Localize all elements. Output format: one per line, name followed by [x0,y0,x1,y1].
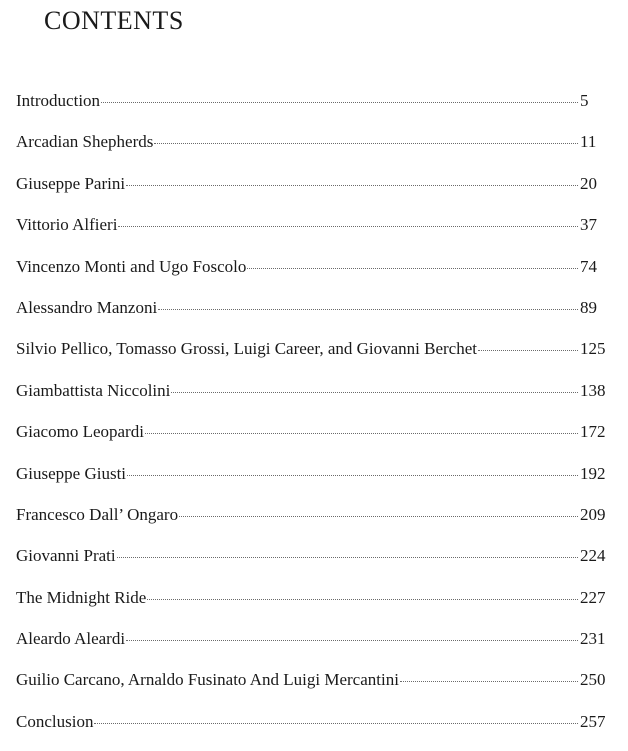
toc-entry-giuseppe-parini[interactable] [16,172,612,213]
toc-entry-conclusion[interactable] [16,710,612,751]
toc-entry-page: 250 [580,670,606,690]
toc-entry-aleardo-aleardi[interactable] [16,627,612,668]
toc-entry-page: 125 [580,339,606,359]
toc-entry-pellico-grossi-career-berchet[interactable] [16,337,612,378]
dot-leader [118,226,578,227]
dot-leader [126,640,578,641]
toc-entry-page: 37 [580,215,597,235]
dot-leader [94,723,578,724]
toc-entry-giovanni-prati[interactable] [16,544,612,585]
toc-entry-page: 89 [580,297,597,317]
toc-entry-the-midnight-ride[interactable] [16,586,612,627]
toc-entry-title: Arcadian Shepherds [16,132,154,152]
dot-leader [154,143,578,144]
toc-entry-arcadian-shepherds[interactable] [16,130,612,171]
dot-leader [147,599,578,600]
toc-entry-title: Vincenzo Monti and Ugo Foscolo [16,256,247,276]
toc-entry-title: Conclusion [16,711,94,731]
dot-leader [145,433,578,434]
toc-entry-page: 209 [580,504,606,524]
dot-leader [158,309,578,310]
dot-leader [101,102,578,103]
toc-entry-page: 20 [580,173,597,193]
dot-leader [247,268,578,269]
toc-entry-giacomo-leopardi[interactable] [16,420,612,461]
toc-entry-page: 138 [580,380,606,400]
toc-entry-title: Silvio Pellico, Tomasso Grossi, Luigi Career, and Giovanni Berchet [16,339,477,359]
toc-entry-monti-foscolo[interactable] [16,255,612,296]
dot-leader [127,475,578,476]
page-title: CONTENTS [44,6,184,35]
toc-entry-page: 11 [580,132,597,152]
toc-entry-title: Aleardo Aleardi [16,629,126,649]
toc-entry-title: Giovanni Prati [16,546,116,566]
toc-entry-page: 257 [580,711,606,731]
dot-leader [126,185,578,186]
toc-entry-page: 227 [580,587,606,607]
toc-entry-title: Guilio Carcano, Arnaldo Fusinato And Luigi Mercantini [16,670,399,690]
dot-leader [179,516,578,517]
toc-entry-vittorio-alfieri[interactable] [16,213,612,254]
toc-entry-title: Vittorio Alfieri [16,215,118,235]
toc-entry-carcano-fusinato-mercantini[interactable] [16,668,612,709]
toc-entry-page: 74 [580,256,597,276]
toc-entry-title: Giacomo Leopardi [16,422,144,442]
dot-leader [117,557,578,558]
toc-entry-page: 224 [580,546,606,566]
dot-leader [400,681,578,682]
toc-entry-title: Giuseppe Parini [16,173,126,193]
toc-entry-giambattista-niccolini[interactable] [16,379,612,420]
toc-entry-title: Francesco Dall’ Ongaro [16,504,179,524]
toc-entry-page: 5 [580,91,589,110]
toc-entry-page: 192 [580,463,606,483]
toc-entry-title: Giambattista Niccolini [16,380,171,400]
toc-entry-title: The Midnight Ride [16,587,147,607]
toc-entry-title: Alessandro Manzoni [16,297,158,317]
toc-entry-alessandro-manzoni[interactable] [16,296,612,337]
toc-entry-francesco-dall-ongaro[interactable] [16,503,612,544]
table-of-contents [16,89,612,751]
toc-entry-page: 172 [580,422,606,442]
toc-entry-introduction[interactable] [16,89,612,130]
dot-leader [171,392,578,393]
toc-entry-title: Introduction [16,91,101,110]
dot-leader [478,350,578,351]
toc-entry-page: 231 [580,629,606,649]
toc-entry-title: Giuseppe Giusti [16,463,127,483]
toc-entry-giuseppe-giusti[interactable] [16,462,612,503]
